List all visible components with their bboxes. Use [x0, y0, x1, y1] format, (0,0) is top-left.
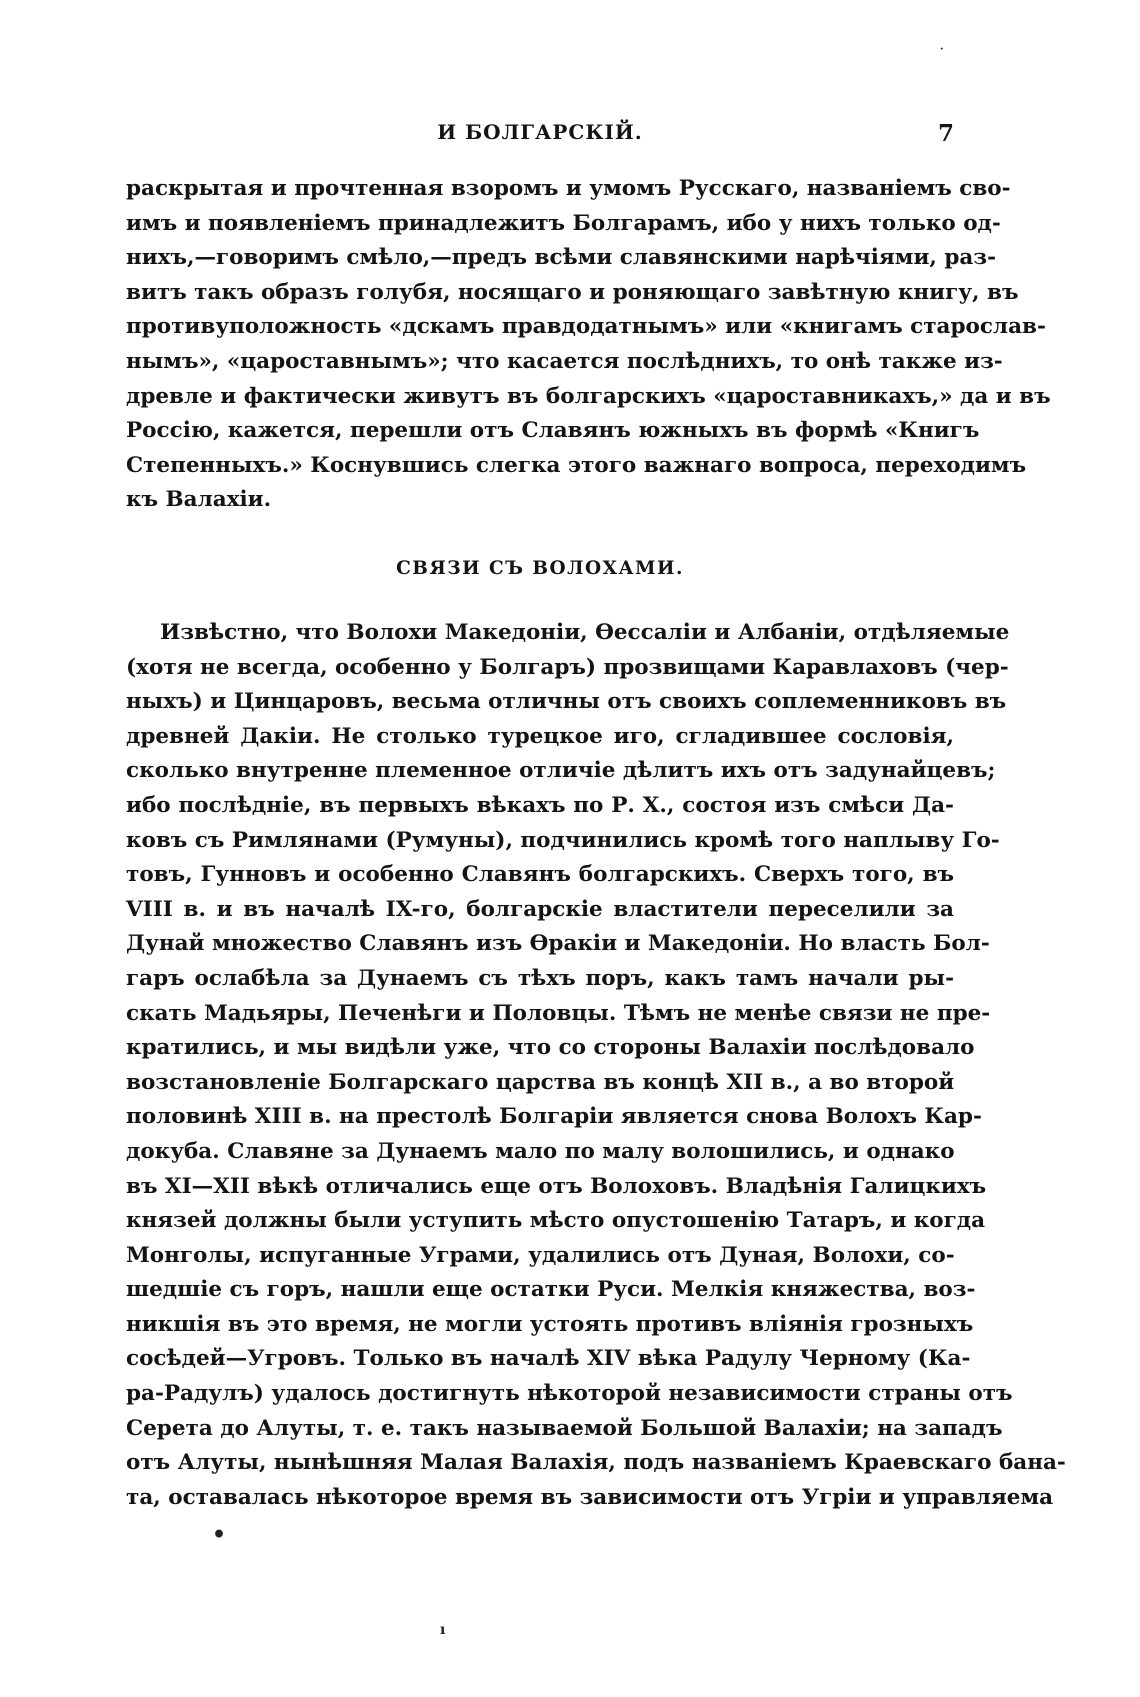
main-text-line: VIII в. и въ началѣ IX-го, болгарскіе властители переселили за: [126, 896, 954, 922]
main-text-line: товъ, Гунновъ и особенно Славянъ болгарскихъ. Сверхъ того, въ: [126, 862, 954, 888]
main-text-line: князей должны были уступить мѣсто опустошенію Татаръ, и когда: [126, 1208, 986, 1234]
intro-text-line: древле и фактически живутъ въ болгарскихъ «цароставникахъ,» да и въ: [126, 383, 1051, 409]
main-text-line: половинѣ XIII в. на престолѣ Болгаріи является снова Волохъ Кар-: [126, 1104, 982, 1130]
main-text-line: шедшіе съ горъ, нашли еще остатки Руси. Мелкія княжества, воз-: [126, 1277, 976, 1303]
intro-text-line: нихъ,—говоримъ смѣло,—предъ всѣми славянскими нарѣчіями, раз-: [126, 245, 997, 271]
print-speck: ·: [940, 44, 944, 55]
intro-text-line: къ Валахіи.: [126, 487, 272, 513]
main-text-line: ковъ съ Римлянами (Румуны), подчинились кромѣ того наплыву Го-: [126, 827, 1000, 853]
intro-text-line: имъ и появленіемъ принадлежитъ Болгарамъ, ибо у нихъ только од-: [126, 210, 1001, 236]
main-text-line: Монголы, испуганные Уграми, удалились отъ Дуная, Волохи, со-: [126, 1242, 955, 1268]
main-text-line: возстановленіе Болгарскаго царства въ концѣ XII в., а во второй: [126, 1069, 955, 1095]
intro-text-line: витъ такъ образъ голубя, носящаго и роняющаго завѣтную книгу, въ: [126, 279, 1019, 305]
intro-text-line: раскрытая и прочтенная взоромъ и умомъ Русскаго, названіемъ сво-: [126, 176, 1011, 201]
main-text-line: никшія въ это время, не могли устоять противъ вліянія грозныхъ: [126, 1311, 974, 1337]
section-title: СВЯЗИ СЪ ВОЛОХАМИ.: [396, 558, 684, 579]
main-text-line: та, оставалась нѣкоторое время въ зависимости отъ Угріи и управляема: [126, 1484, 1054, 1510]
intro-text-line: Степенныхъ.» Коснувшись слегка этого важнаго вопроса, переходимъ: [126, 452, 1027, 478]
main-text-line: ныхъ) и Цинцаровъ, весьма отличны отъ своихъ соплеменниковъ въ: [126, 689, 1007, 715]
main-text-line: кратились, и мы видѣли уже, что со стороны Валахіи послѣдовало: [126, 1035, 975, 1061]
intro-text-line: Россію, кажется, перешли отъ Славянъ южныхъ въ формѣ «Книгъ: [126, 418, 980, 444]
intro-paragraph: [126, 172, 1051, 518]
main-text-line: Дунай множество Славянъ изъ Өракіи и Македоніи. Но власть Бол-: [126, 931, 990, 957]
main-text-line: скать Мадьяры, Печенѣги и Половцы. Тѣмъ не менѣе связи не пре-: [126, 1000, 991, 1026]
main-text-line: Серета до Алуты, т. е. такъ называемой Большой Валахіи; на западъ: [126, 1415, 1003, 1441]
main-text-line: (хотя не всегда, особенно у Болгаръ) прозвищами Каравлаховъ (чер-: [126, 654, 1009, 680]
main-text-line: сосѣдей—Угровъ. Только въ началѣ XIV вѣка Радулу Черному (Ка-: [126, 1346, 971, 1372]
main-paragraph: [126, 616, 1066, 1515]
page-number: 7: [937, 120, 954, 147]
main-text-line: древней Дакіи. Не столько турецкое иго, сгладившее сословія,: [126, 723, 954, 749]
main-text-line: докуба. Славяне за Дунаемъ мало по малу волошились, и однако: [126, 1138, 955, 1164]
page-header: [126, 120, 954, 154]
main-text-line: ибо послѣдніе, въ первыхъ вѣкахъ по Р. Х., состоя изъ смѣси Да-: [126, 792, 954, 818]
main-text-line: Извѣстно, что Волохи Македоніи, Өессаліи и Албаніи, отдѣляемые: [160, 620, 1010, 645]
intro-text-line: противуположность «дскамъ правдодатнымъ» или «книгамъ старослав-: [126, 314, 1046, 340]
main-text-line: гаръ ослабѣла за Дунаемъ съ тѣхъ поръ, какъ тамъ начали ры-: [126, 965, 954, 991]
intro-text-line: нымъ», «цароставнымъ»; что касается послѣднихъ, то онѣ также из-: [126, 348, 1003, 374]
running-head: И БОЛГАРСКІЙ.: [437, 120, 643, 144]
main-text-line: отъ Алуты, нынѣшняя Малая Валахія, подъ названіемъ Краевскаго бана-: [126, 1450, 1066, 1476]
print-speck: ı: [440, 1622, 446, 1638]
main-text-line: ра-Радулъ) удалось достигнуть нѣкоторой независимости страны отъ: [126, 1381, 1013, 1407]
main-text-line: въ XI—XII вѣкѣ отличались еще отъ Волоховъ. Владѣнія Галицкихъ: [126, 1173, 987, 1199]
print-speck: •: [212, 1522, 227, 1548]
main-text-line: сколько внутренне племенное отличіе дѣлитъ ихъ отъ задунайцевъ;: [126, 758, 996, 784]
